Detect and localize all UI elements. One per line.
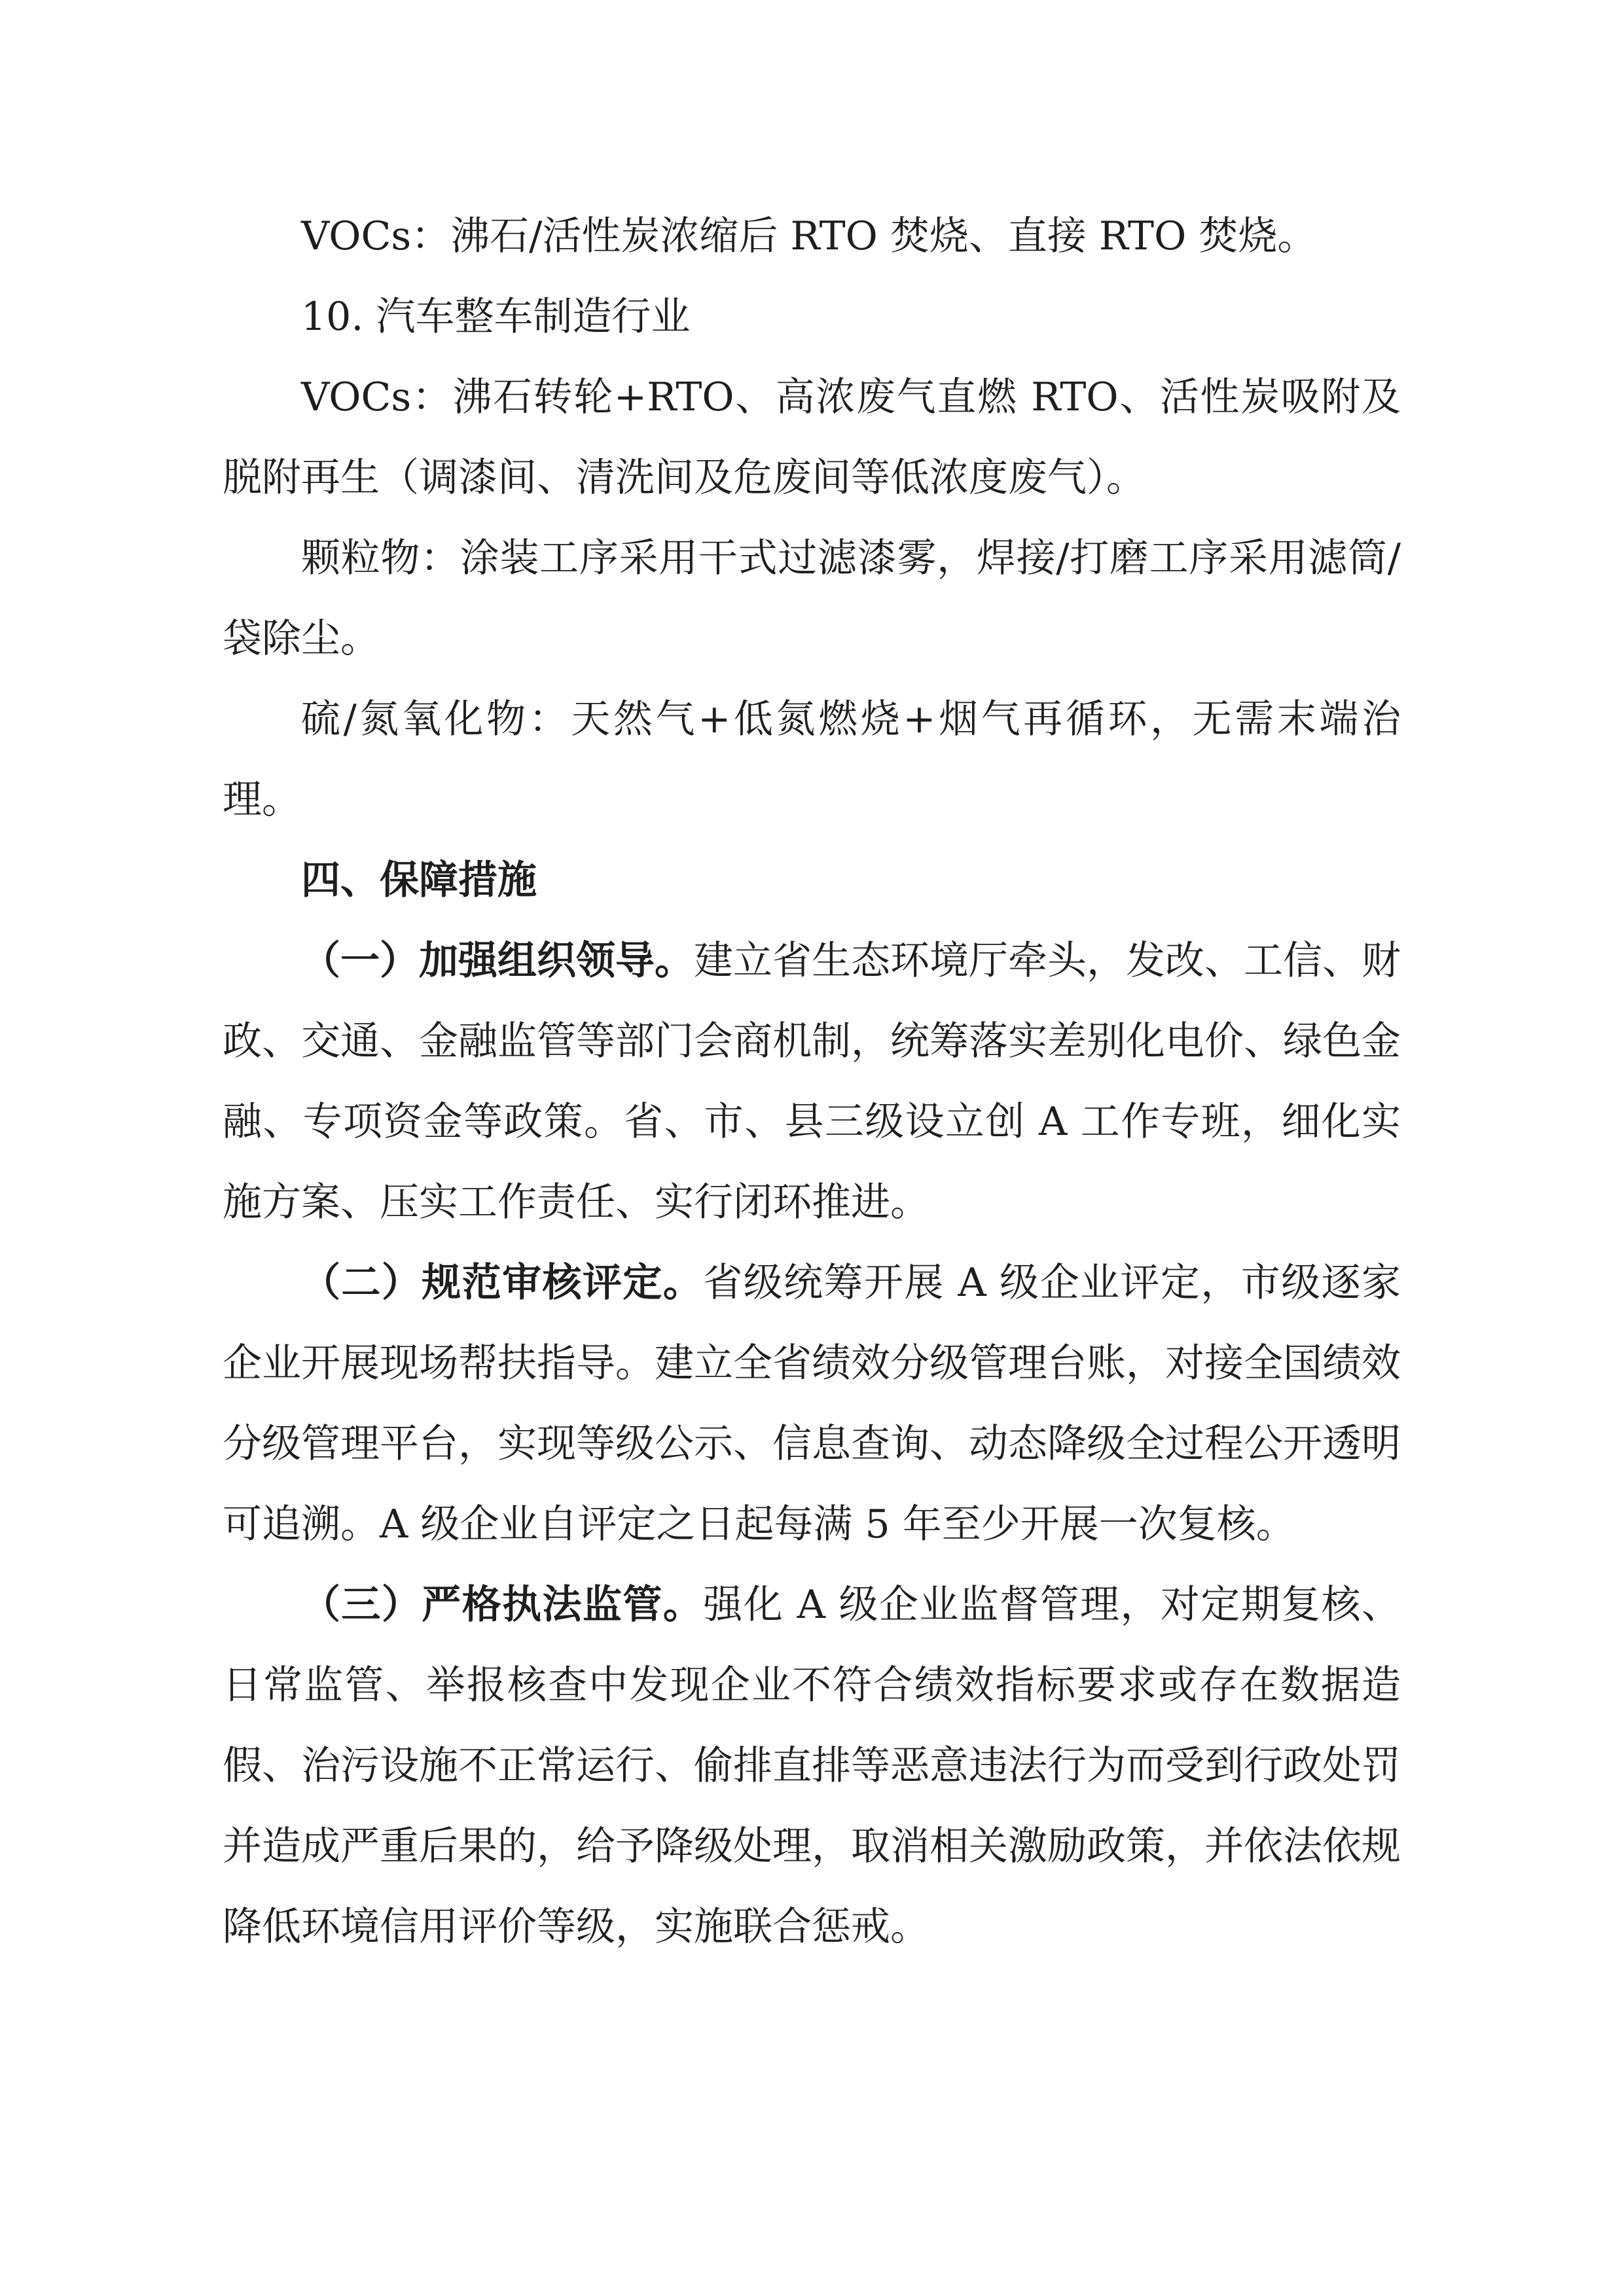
measure-lead-3: （三）严格执法监管。 — [301, 1582, 704, 1628]
document-body — [223, 196, 1401, 1967]
measure-lead-1: （一）加强组织领导。 — [301, 938, 694, 984]
measure-lead-2: （二）规范审核评定。 — [301, 1260, 704, 1306]
paragraph-vocs-rto: VOCs：沸石/活性炭浓缩后 RTO 焚烧、直接 RTO 焚烧。 — [301, 213, 1317, 259]
paragraph-particulate: 颗粒物：涂装工序采用干式过滤漆雾，焊接/打磨工序采用滤筒/袋除尘。 — [223, 535, 1401, 662]
measure-body-3: 强化 A 级企业监督管理，对定期复核、日常监管、举报核查中发现企业不符合绩效指标要求或存在数据造假、治污设施不正常运行、偷排直排等恶意违法行为而受到行政处罚并造成严重后果的，给予降级处理，取消相关激励政策，并依法依规降低环境信用评价等级，实施联合惩戒。 — [223, 1582, 1401, 1950]
measure-paragraph-1 — [223, 921, 1401, 1243]
section-heading: 四、保障措施 — [301, 857, 537, 903]
measure-body-1: 建立省生态环境厅牵头，发改、工信、财政、交通、金融监管等部门会商机制，统筹落实差别化电价、绿色金融、专项资金等政策。省、市、县三级设立创 A 工作专班，细化实施方案、压实工作责任、实行闭环推进。 — [223, 938, 1401, 1225]
paragraph-industry-heading: 10. 汽车整车制造行业 — [301, 294, 691, 340]
measure-paragraph-3 — [223, 1565, 1401, 1967]
paragraph-vocs-treatment: VOCs：沸石转轮+RTO、高浓废气直燃 RTO、活性炭吸附及脱附再生（调漆间、清洗间及危废间等低浓度废气）。 — [223, 374, 1401, 501]
measure-body-2: 省级统筹开展 A 级企业评定，市级逐家企业开展现场帮扶指导。建立全省绩效分级管理台账，对接全国绩效分级管理平台，实现等级公示、信息查询、动态降级全过程公开透明可追溯。A 级企业自评定之日起每满 5 年至少开展一次复核。 — [223, 1260, 1401, 1547]
measure-paragraph-2 — [223, 1243, 1401, 1565]
paragraph-sulfur-nitrogen: 硫/氮氧化物：天然气+低氮燃烧+烟气再循环，无需末端治理。 — [223, 696, 1401, 823]
